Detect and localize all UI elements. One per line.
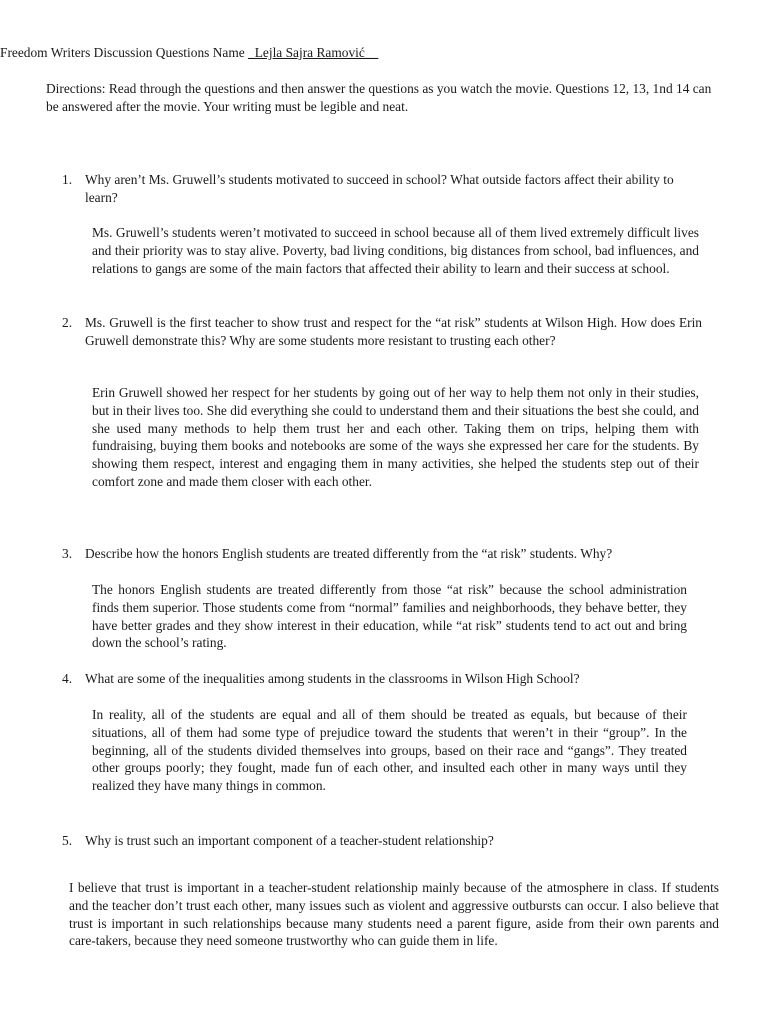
question-5 <box>62 832 702 850</box>
question-number: 4. <box>62 671 73 686</box>
question-number: 1. <box>62 172 73 187</box>
directions-text: Directions: Read through the questions and then answer the questions as you watch the movie. Questions 12, 13, 1nd 14 can be answered after the movie. Your writing must be legible and neat. <box>46 81 712 114</box>
student-name: _Lejla Sajra Ramović__ <box>248 45 379 60</box>
question-text: Ms. Gruwell is the first teacher to show trust and respect for the “at risk” students at Wilson High. How does Erin Gruwell demonstrate this? Why are some students more resistant to trusting each other? <box>85 315 702 348</box>
question-number: 3. <box>62 546 73 561</box>
answer-2: Erin Gruwell showed her respect for her students by going out of her way to help them not only in their studies, but in their lives too. She did everything she could to understand them and their situations the best she could, and she used many methods to help them trust her and each other. Taking them on trips, helping them with fundraising, buying them books and notebooks are some of the ways she expressed her care for the students. By showing them respect, interest and engaging them in many activities, she helped the students step out of their comfort zone and made them closer with each other. <box>92 385 699 489</box>
answer-5: I believe that trust is important in a teacher-student relationship mainly because of the atmosphere in class. If students and the teacher don’t trust each other, many issues such as violent and aggressive outbursts can occur. I also believe that trust is important in such relationships because many students need a parent figure, aside from their own parents and care-takers, because they need someone trustworthy who can guide them in life. <box>69 880 719 949</box>
question-text: What are some of the inequalities among students in the classrooms in Wilson High School? <box>85 671 580 686</box>
answer-4: In reality, all of the students are equal and all of them should be treated as equals, but because of their situations, all of them had some type of prejudice toward the students that weren’t in their “group”. In the beginning, all of the students divided themselves into groups, based on their race and “gangs”. They treated other groups poorly; they fought, made fun of each other, and insulted each other in many ways until they realized they have many things in common. <box>92 707 687 794</box>
answer-1: Ms. Gruwell’s students weren’t motivated to succeed in school because all of them lived extremely difficult lives and their priority was to stay alive. Poverty, bad living conditions, big distances from school, bad influences, and relations to gangs are some of the main factors that affected their ability to learn and their success at school. <box>92 225 699 276</box>
question-text: Why is trust such an important component of a teacher-student relationship? <box>85 833 494 848</box>
question-1 <box>62 171 702 207</box>
question-number: 2. <box>62 315 73 330</box>
document-header <box>0 44 378 62</box>
question-number: 5. <box>62 833 73 848</box>
question-3 <box>62 545 702 563</box>
header-title: Freedom Writers Discussion Questions Name <box>0 45 245 60</box>
question-2 <box>62 314 702 350</box>
answer-3: The honors English students are treated differently from those “at risk” because the school administration finds them superior. Those students come from “normal” families and neighborhoods, they behave better, they have better grades and they show interest in their education, while “at risk” students tend to act out and bring down the school’s rating. <box>92 582 687 651</box>
question-text: Describe how the honors English students are treated differently from the “at risk” students. Why? <box>85 546 613 561</box>
question-text: Why aren’t Ms. Gruwell’s students motivated to succeed in school? What outside factors affect their ability to learn? <box>85 172 674 205</box>
question-4 <box>62 670 702 688</box>
